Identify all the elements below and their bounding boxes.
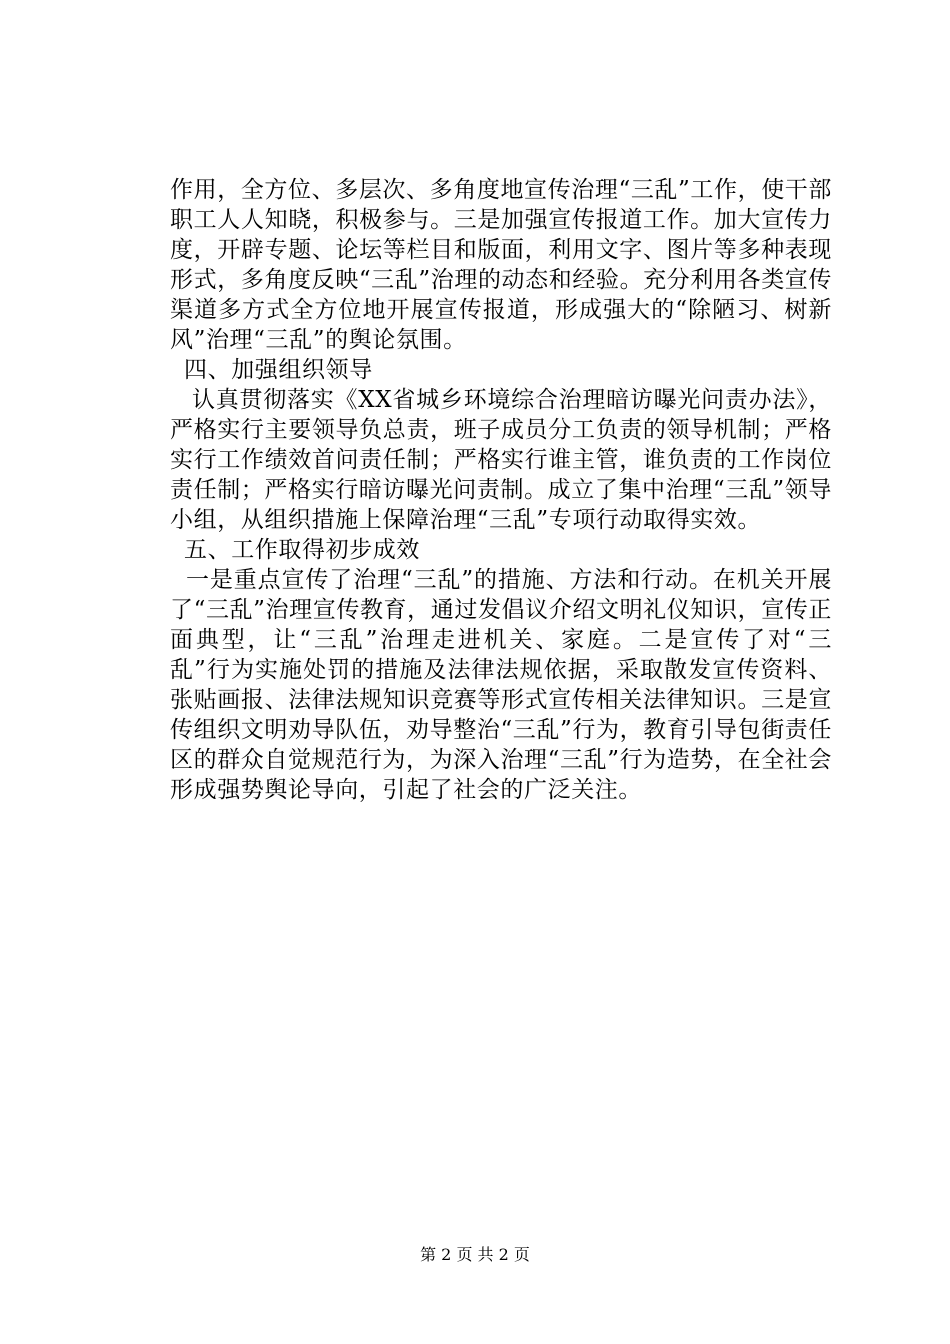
- paragraph-publicity-work: 作用，全方位、多层次、多角度地宣传治理“三乱”工作，使干部职工人人知晓，积极参与。三是加强宣传报道工作。加大宣传力度，开辟专题、论坛等栏目和版面，利用文字、图片等多种表现形式，多角度反映“三乱”治理的动态和经验。充分利用各类宣传渠道多方式全方位地开展宣传报道，形成强大的“除陋习、树新风”治理“三乱”的舆论氛围。: [170, 177, 832, 353]
- section-heading-initial-results: 五、工作取得初步成效: [184, 537, 420, 563]
- document-body: [170, 175, 832, 805]
- section-heading-strengthen-leadership: 四、加强组织领导: [184, 357, 373, 383]
- page-footer: 第 2 页 共 2 页: [420, 1245, 530, 1264]
- paragraph-leadership-responsibility: 认真贯彻落实《XX省城乡环境综合治理暗访曝光问责办法》，严格实行主要领导负总责，班子成员分工负责的领导机制；严格实行工作绩效首问责任制；严格实行谁主管，谁负责的工作岗位责任制；严格实行暗访曝光问责制。成立了集中治理“三乱”领导小组，从组织措施上保障治理“三乱”专项行动取得实效。: [170, 387, 832, 533]
- paragraph-initial-results: 一是重点宣传了治理“三乱”的措施、方法和行动。在机关开展了“三乱”治理宣传教育，通过发倡议介绍文明礼仪知识，宣传正面典型，让“三乱”治理走进机关、家庭。二是宣传了对“三乱”行为实施处罚的措施及法律法规依据，采取散发宣传资料、张贴画报、法律法规知识竞赛等形式宣传相关法律知识。三是宣传组织文明劝导队伍，劝导整治“三乱”行为，教育引导包街责任区的群众自觉规范行为，为深入治理“三乱”行为造势，在全社会形成强势舆论导向，引起了社会的广泛关注。: [170, 567, 832, 803]
